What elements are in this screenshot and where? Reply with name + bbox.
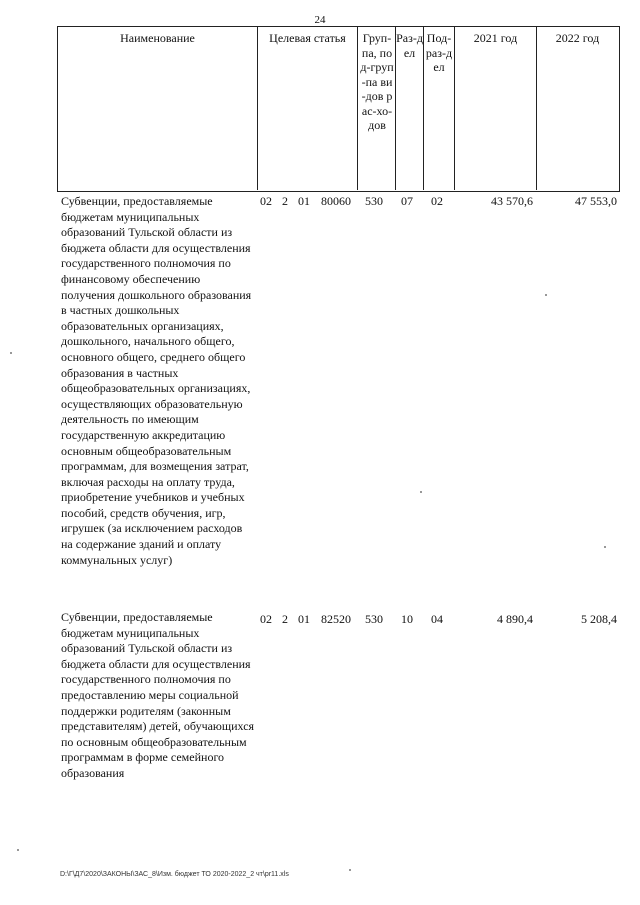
row-2-2021: 4 890,4 <box>497 612 533 626</box>
row-2-group: 530 <box>365 612 383 626</box>
col-divider <box>454 26 455 190</box>
header-group: Груп-па, под-груп-па ви-дов рас-хо-дов <box>360 31 394 132</box>
row-2-target-3: 01 <box>298 612 310 626</box>
header-name: Наименование <box>120 31 195 45</box>
col-divider <box>257 26 258 190</box>
row-1-target-2: 2 <box>282 194 288 208</box>
row-1-group: 530 <box>365 194 383 208</box>
row-2-target-2: 2 <box>282 612 288 626</box>
header-subsection: Под-раз-дел <box>425 31 453 74</box>
scan-speck <box>420 491 422 493</box>
footer-file-path: D:\Г\Д7\2020\ЗАКОНЫ\ЗАС_8\Изм. бюджет ТО 2020-2022_2 чт\pr11.xls <box>60 871 289 878</box>
row-2-section: 10 <box>401 612 413 626</box>
row-2-name: Субвенции, предоставляемые бюджетам муниципальных образований Тульской области из бюджета области для осуществления государственного полномочия по предоставлению меры социальной поддержки родителям (законным представителям) детей, обучающихся по основным общеобразовательным программам в форме семейного образования <box>61 610 255 780</box>
header-section: Раз-дел <box>396 31 423 60</box>
row-1-target-1: 02 <box>260 194 272 208</box>
row-2-subsection: 04 <box>431 612 443 626</box>
col-divider <box>536 26 537 190</box>
row-1-2022: 47 553,0 <box>575 194 617 208</box>
row-2-target-1: 02 <box>260 612 272 626</box>
row-1-target-3: 01 <box>298 194 310 208</box>
row-1-section: 07 <box>401 194 413 208</box>
row-2-target-4: 82520 <box>321 612 351 626</box>
row-1-target-4: 80060 <box>321 194 351 208</box>
header-2022: 2022 год <box>555 31 600 45</box>
row-2-2022: 5 208,4 <box>581 612 617 626</box>
page-number: 24 <box>314 14 326 26</box>
scan-speck <box>349 869 351 871</box>
row-1-name: Субвенции, предоставляемые бюджетам муниципальных образований Тульской области из бюджета области для осуществления государственного полномочия по финансовому обеспечению получения дошкольного образования в частных дошкольных образовательных организациях, дошкольного, начального общего, основного общего, среднего общего образования в частных общеобразовательных организациях, осуществляющих образовательную деятельность по имеющим государственную аккредитацию основным общеобразовательным программам, для возмещения затрат, включая расходы на оплату труда, приобретение учебников и учебных пособий, средств обучения, игр, игрушек (за исключением расходов на содержание зданий и оплату коммунальных услуг) <box>61 194 252 567</box>
scan-speck <box>10 352 12 354</box>
scan-speck <box>17 849 19 851</box>
row-1-subsection: 02 <box>431 194 443 208</box>
header-2021: 2021 год <box>473 31 518 45</box>
header-target: Целевая статья <box>269 31 346 45</box>
scan-speck <box>604 546 606 548</box>
scan-speck <box>545 294 547 296</box>
row-1-2021: 43 570,6 <box>491 194 533 208</box>
col-divider <box>357 26 358 190</box>
